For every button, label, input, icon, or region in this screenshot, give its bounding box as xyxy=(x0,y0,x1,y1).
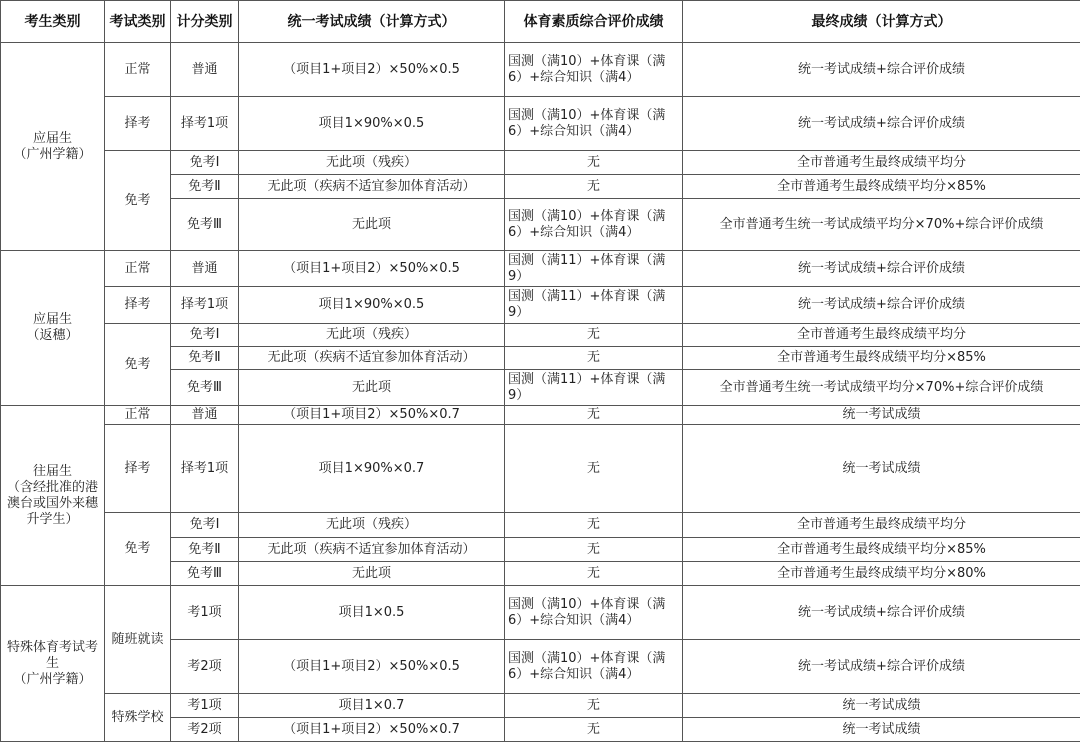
unified-score-cell: 无此项 xyxy=(239,562,505,586)
exam-category-cell: 正常 xyxy=(105,406,171,425)
student-category-cell: 特殊体育考试考生 （广州学籍） xyxy=(1,586,105,742)
final-score-cell: 全市普通考生最终成绩平均分 xyxy=(683,513,1080,538)
student-category-cell: 应届生 （广州学籍） xyxy=(1,43,105,251)
eval-score-cell: 无 xyxy=(505,562,683,586)
header-final-score: 最终成绩（计算方式） xyxy=(683,1,1080,43)
final-score-cell: 全市普通考生最终成绩平均分×85% xyxy=(683,347,1080,370)
final-score-cell: 统一考试成绩+综合评价成绩 xyxy=(683,287,1080,324)
eval-score-cell: 无 xyxy=(505,175,683,199)
final-score-cell: 统一考试成绩 xyxy=(683,406,1080,425)
scoring-category-cell: 免考Ⅲ xyxy=(171,370,239,406)
eval-score-cell: 无 xyxy=(505,406,683,425)
eval-score-cell: 无 xyxy=(505,324,683,347)
unified-score-cell: 项目1×90%×0.7 xyxy=(239,425,505,513)
final-score-cell: 统一考试成绩+综合评价成绩 xyxy=(683,251,1080,287)
unified-score-cell: 无此项（残疾） xyxy=(239,151,505,175)
table-row xyxy=(1,586,1080,640)
unified-score-cell: 无此项 xyxy=(239,199,505,251)
student-category-cell: 往届生 （含经批准的港澳台或国外来穗升学生） xyxy=(1,406,105,586)
eval-score-cell: 无 xyxy=(505,425,683,513)
final-score-cell: 全市普通考生统一考试成绩平均分×70%+综合评价成绩 xyxy=(683,199,1080,251)
eval-score-cell: 国测（满10）+体育课（满6）+综合知识（满4） xyxy=(505,586,683,640)
final-score-cell: 全市普通考生最终成绩平均分 xyxy=(683,324,1080,347)
exam-category-cell: 随班就读 xyxy=(105,586,171,694)
unified-score-cell: 无此项（残疾） xyxy=(239,513,505,538)
final-score-cell: 全市普通考生最终成绩平均分 xyxy=(683,151,1080,175)
final-score-cell: 统一考试成绩 xyxy=(683,425,1080,513)
scoring-category-cell: 考1项 xyxy=(171,586,239,640)
eval-score-cell: 国测（满10）+体育课（满6）+综合知识（满4） xyxy=(505,43,683,97)
unified-score-cell: （项目1+项目2）×50%×0.5 xyxy=(239,251,505,287)
exam-category-cell: 免考 xyxy=(105,151,171,251)
exam-category-cell: 择考 xyxy=(105,287,171,324)
final-score-cell: 统一考试成绩 xyxy=(683,694,1080,718)
header-exam-category: 考试类别 xyxy=(105,1,171,43)
eval-score-cell: 国测（满10）+体育课（满6）+综合知识（满4） xyxy=(505,97,683,151)
table-row xyxy=(1,425,1080,513)
eval-score-cell: 无 xyxy=(505,513,683,538)
eval-score-cell: 无 xyxy=(505,694,683,718)
table-row xyxy=(1,694,1080,718)
unified-score-cell: 无此项（疾病不适宜参加体育活动） xyxy=(239,538,505,562)
final-score-cell: 全市普通考生最终成绩平均分×80% xyxy=(683,562,1080,586)
unified-score-cell: 项目1×90%×0.5 xyxy=(239,287,505,324)
scoring-category-cell: 择考1项 xyxy=(171,425,239,513)
scoring-category-cell: 考2项 xyxy=(171,640,239,694)
unified-score-cell: （项目1+项目2）×50%×0.5 xyxy=(239,640,505,694)
exam-category-cell: 择考 xyxy=(105,425,171,513)
final-score-cell: 全市普通考生最终成绩平均分×85% xyxy=(683,175,1080,199)
eval-score-cell: 无 xyxy=(505,718,683,742)
eval-score-cell: 无 xyxy=(505,151,683,175)
scoring-category-cell: 普通 xyxy=(171,251,239,287)
scoring-category-cell: 择考1项 xyxy=(171,287,239,324)
final-score-cell: 统一考试成绩+综合评价成绩 xyxy=(683,586,1080,640)
scoring-category-cell: 免考Ⅱ xyxy=(171,538,239,562)
unified-score-cell: 无此项（残疾） xyxy=(239,324,505,347)
unified-score-cell: （项目1+项目2）×50%×0.7 xyxy=(239,718,505,742)
unified-score-cell: 无此项 xyxy=(239,370,505,406)
exam-category-cell: 正常 xyxy=(105,43,171,97)
scoring-category-cell: 免考Ⅰ xyxy=(171,151,239,175)
header-eval-score: 体育素质综合评价成绩 xyxy=(505,1,683,43)
student-category-cell: 应届生 （返穗） xyxy=(1,251,105,406)
eval-score-cell: 国测（满10）+体育课（满6）+综合知识（满4） xyxy=(505,640,683,694)
final-score-cell: 统一考试成绩+综合评价成绩 xyxy=(683,43,1080,97)
table-row xyxy=(1,43,1080,97)
eval-score-cell: 无 xyxy=(505,538,683,562)
header-unified-score: 统一考试成绩（计算方式） xyxy=(239,1,505,43)
table-row xyxy=(1,324,1080,347)
table-row xyxy=(1,151,1080,175)
table-row xyxy=(1,287,1080,324)
scoring-category-cell: 普通 xyxy=(171,406,239,425)
scoring-category-cell: 免考Ⅰ xyxy=(171,513,239,538)
eval-score-cell: 无 xyxy=(505,347,683,370)
final-score-cell: 统一考试成绩+综合评价成绩 xyxy=(683,640,1080,694)
scoring-category-cell: 择考1项 xyxy=(171,97,239,151)
unified-score-cell: 项目1×0.5 xyxy=(239,586,505,640)
header-student-category: 考生类别 xyxy=(1,1,105,43)
exam-category-cell: 免考 xyxy=(105,324,171,406)
unified-score-cell: （项目1+项目2）×50%×0.7 xyxy=(239,406,505,425)
table-row xyxy=(1,513,1080,538)
final-score-cell: 全市普通考生统一考试成绩平均分×70%+综合评价成绩 xyxy=(683,370,1080,406)
exam-category-cell: 特殊学校 xyxy=(105,694,171,742)
scoring-category-cell: 免考Ⅱ xyxy=(171,347,239,370)
scoring-category-cell: 普通 xyxy=(171,43,239,97)
unified-score-cell: （项目1+项目2）×50%×0.5 xyxy=(239,43,505,97)
unified-score-cell: 项目1×90%×0.5 xyxy=(239,97,505,151)
unified-score-cell: 项目1×0.7 xyxy=(239,694,505,718)
scoring-category-cell: 考2项 xyxy=(171,718,239,742)
exam-category-cell: 择考 xyxy=(105,97,171,151)
table-row xyxy=(1,97,1080,151)
eval-score-cell: 国测（满11）+体育课（满9） xyxy=(505,251,683,287)
exam-category-cell: 正常 xyxy=(105,251,171,287)
scoring-category-cell: 免考Ⅲ xyxy=(171,562,239,586)
scoring-category-cell: 考1项 xyxy=(171,694,239,718)
table-row xyxy=(1,251,1080,287)
final-score-cell: 统一考试成绩+综合评价成绩 xyxy=(683,97,1080,151)
scoring-category-cell: 免考Ⅲ xyxy=(171,199,239,251)
header-row xyxy=(1,1,1080,43)
scoring-category-cell: 免考Ⅱ xyxy=(171,175,239,199)
final-score-cell: 统一考试成绩 xyxy=(683,718,1080,742)
unified-score-cell: 无此项（疾病不适宜参加体育活动） xyxy=(239,175,505,199)
exam-category-cell: 免考 xyxy=(105,513,171,586)
eval-score-cell: 国测（满11）+体育课（满9） xyxy=(505,287,683,324)
scoring-category-cell: 免考Ⅰ xyxy=(171,324,239,347)
table-row xyxy=(1,406,1080,425)
final-score-cell: 全市普通考生最终成绩平均分×85% xyxy=(683,538,1080,562)
eval-score-cell: 国测（满11）+体育课（满9） xyxy=(505,370,683,406)
header-scoring-category: 计分类别 xyxy=(171,1,239,43)
unified-score-cell: 无此项（疾病不适宜参加体育活动） xyxy=(239,347,505,370)
eval-score-cell: 国测（满10）+体育课（满6）+综合知识（满4） xyxy=(505,199,683,251)
